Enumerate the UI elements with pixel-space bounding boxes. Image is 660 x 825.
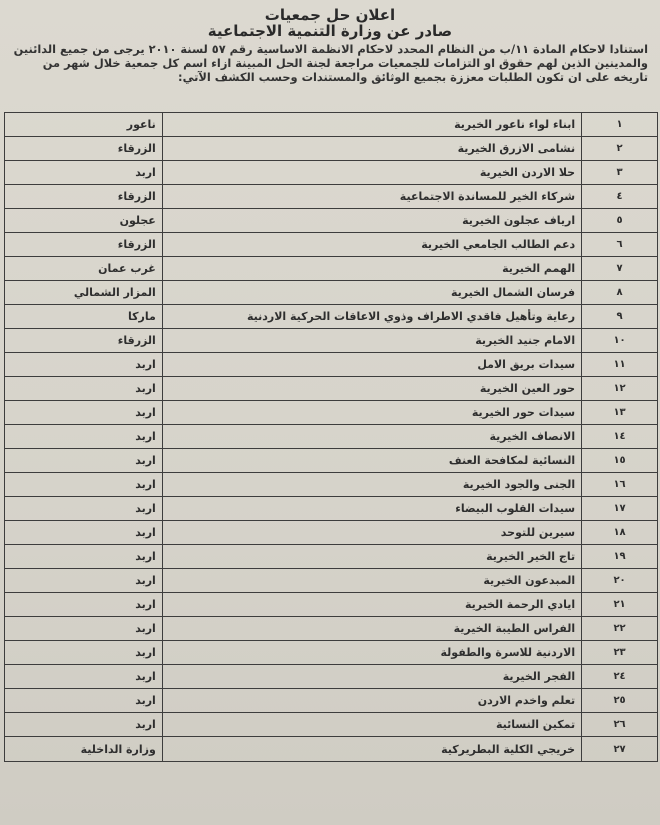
region-name: اربد bbox=[5, 401, 163, 425]
region-name: ناعور bbox=[5, 113, 163, 137]
table-row bbox=[5, 401, 658, 425]
region-name: الزرقاء bbox=[5, 185, 163, 209]
region-name: الزرقاء bbox=[5, 137, 163, 161]
region-name: اربد bbox=[5, 593, 163, 617]
region-name: اربد bbox=[5, 449, 163, 473]
table-row bbox=[5, 713, 658, 737]
association-name: الفجر الخيرية bbox=[162, 665, 581, 689]
association-name: شركاء الخير للمساندة الاجتماعية bbox=[162, 185, 581, 209]
region-name: اربد bbox=[5, 569, 163, 593]
table-row bbox=[5, 425, 658, 449]
table-row bbox=[5, 329, 658, 353]
table-row bbox=[5, 473, 658, 497]
region-name: اربد bbox=[5, 521, 163, 545]
table-row bbox=[5, 689, 658, 713]
table-row bbox=[5, 521, 658, 545]
row-number: ٢٢ bbox=[582, 617, 658, 641]
table-row bbox=[5, 593, 658, 617]
table-row bbox=[5, 161, 658, 185]
association-name: الاردنية للاسرة والطفولة bbox=[162, 641, 581, 665]
row-number: ١ bbox=[582, 113, 658, 137]
association-name: سيدات بريق الامل bbox=[162, 353, 581, 377]
region-name: اربد bbox=[5, 713, 163, 737]
association-name: فرسان الشمال الخيرية bbox=[162, 281, 581, 305]
row-number: ٧ bbox=[582, 257, 658, 281]
association-name: تعلم واخدم الاردن bbox=[162, 689, 581, 713]
region-name: الزرقاء bbox=[5, 329, 163, 353]
association-name: ايادي الرحمة الخيرية bbox=[162, 593, 581, 617]
association-name: الفراس الطيبة الخيرية bbox=[162, 617, 581, 641]
association-name: الانصاف الخيرية bbox=[162, 425, 581, 449]
row-number: ١٩ bbox=[582, 545, 658, 569]
associations-table bbox=[4, 112, 658, 762]
association-name: النسائية لمكافحة العنف bbox=[162, 449, 581, 473]
table-row bbox=[5, 185, 658, 209]
association-name: المبدعون الخيرية bbox=[162, 569, 581, 593]
row-number: ١٧ bbox=[582, 497, 658, 521]
table-row bbox=[5, 665, 658, 689]
table-row bbox=[5, 737, 658, 762]
row-number: ٤ bbox=[582, 185, 658, 209]
row-number: ٢١ bbox=[582, 593, 658, 617]
table-row bbox=[5, 353, 658, 377]
announcement-subtitle: صادر عن وزارة التنمية الاجتماعية bbox=[207, 22, 453, 40]
table-row bbox=[5, 641, 658, 665]
table-row bbox=[5, 569, 658, 593]
table-row bbox=[5, 497, 658, 521]
row-number: ١٠ bbox=[582, 329, 658, 353]
row-number: ٢٠ bbox=[582, 569, 658, 593]
row-number: ٢٦ bbox=[582, 713, 658, 737]
row-number: ١٢ bbox=[582, 377, 658, 401]
row-number: ٢٣ bbox=[582, 641, 658, 665]
association-name: تمكين النسائية bbox=[162, 713, 581, 737]
region-name: اربد bbox=[5, 689, 163, 713]
row-number: ١٦ bbox=[582, 473, 658, 497]
table-row bbox=[5, 449, 658, 473]
association-name: رعاية وتأهيل فاقدي الاطراف وذوي الاعاقات الحركية الاردنية bbox=[162, 305, 581, 329]
table-row bbox=[5, 209, 658, 233]
region-name: اربد bbox=[5, 641, 163, 665]
row-number: ١١ bbox=[582, 353, 658, 377]
row-number: ٥ bbox=[582, 209, 658, 233]
row-number: ٩ bbox=[582, 305, 658, 329]
region-name: اربد bbox=[5, 665, 163, 689]
table-row bbox=[5, 233, 658, 257]
association-name: الجنى والجود الخيرية bbox=[162, 473, 581, 497]
association-name: حور العين الخيرية bbox=[162, 377, 581, 401]
association-name: الهمم الخيرية bbox=[162, 257, 581, 281]
region-name: اربد bbox=[5, 425, 163, 449]
association-name: نشامى الازرق الخيرية bbox=[162, 137, 581, 161]
association-name: الامام جنيد الخيرية bbox=[162, 329, 581, 353]
region-name: وزارة الداخلية bbox=[5, 737, 163, 762]
row-number: ٢٥ bbox=[582, 689, 658, 713]
region-name: الزرقاء bbox=[5, 233, 163, 257]
region-name: اربد bbox=[5, 617, 163, 641]
row-number: ١٨ bbox=[582, 521, 658, 545]
row-number: ٢٤ bbox=[582, 665, 658, 689]
region-name: اربد bbox=[5, 353, 163, 377]
table-row bbox=[5, 113, 658, 137]
table-row bbox=[5, 305, 658, 329]
region-name: ماركا bbox=[5, 305, 163, 329]
table-row bbox=[5, 257, 658, 281]
announcement-title: اعلان حل جمعيات bbox=[264, 6, 396, 24]
announcement-intro: استنادا لاحكام المادة ١١/ب من النظام المحدد لاحكام الانظمة الاساسية رقم ٥٧ لسنة ٢٠١٠ يرجى من جميع الدائنين والمدينين الذين لهم حقوق او التزامات للجمعيات مراجعة لجنة الحل المبينة ازاء اسم كل جمعية خلال شهر من تاريخه على ان تكون الطلبات معززة بجميع الوثائق والمستندات وحسب الكشف الآتي: bbox=[13, 42, 648, 84]
row-number: ٣ bbox=[582, 161, 658, 185]
association-name: دعم الطالب الجامعي الخيرية bbox=[162, 233, 581, 257]
region-name: اربد bbox=[5, 497, 163, 521]
region-name: اربد bbox=[5, 473, 163, 497]
row-number: ١٥ bbox=[582, 449, 658, 473]
region-name: المزار الشمالي bbox=[5, 281, 163, 305]
region-name: اربد bbox=[5, 545, 163, 569]
row-number: ٢٧ bbox=[582, 737, 658, 762]
row-number: ٢ bbox=[582, 137, 658, 161]
row-number: ٨ bbox=[582, 281, 658, 305]
region-name: اربد bbox=[5, 377, 163, 401]
row-number: ١٣ bbox=[582, 401, 658, 425]
region-name: عجلون bbox=[5, 209, 163, 233]
association-name: سيدات حور الخيرية bbox=[162, 401, 581, 425]
table-row bbox=[5, 281, 658, 305]
association-name: خريجي الكلية البطريركية bbox=[162, 737, 581, 762]
region-name: اربد bbox=[5, 161, 163, 185]
region-name: غرب عمان bbox=[5, 257, 163, 281]
association-name: سيرين للتوحد bbox=[162, 521, 581, 545]
table-row bbox=[5, 377, 658, 401]
association-name: ابناء لواء ناعور الخيرية bbox=[162, 113, 581, 137]
association-name: حلا الاردن الخيرية bbox=[162, 161, 581, 185]
table-row bbox=[5, 545, 658, 569]
table-row bbox=[5, 137, 658, 161]
association-name: تاج الخير الخيرية bbox=[162, 545, 581, 569]
table-row bbox=[5, 617, 658, 641]
association-name: ارياف عجلون الخيرية bbox=[162, 209, 581, 233]
association-name: سيدات القلوب البيضاء bbox=[162, 497, 581, 521]
row-number: ٦ bbox=[582, 233, 658, 257]
row-number: ١٤ bbox=[582, 425, 658, 449]
